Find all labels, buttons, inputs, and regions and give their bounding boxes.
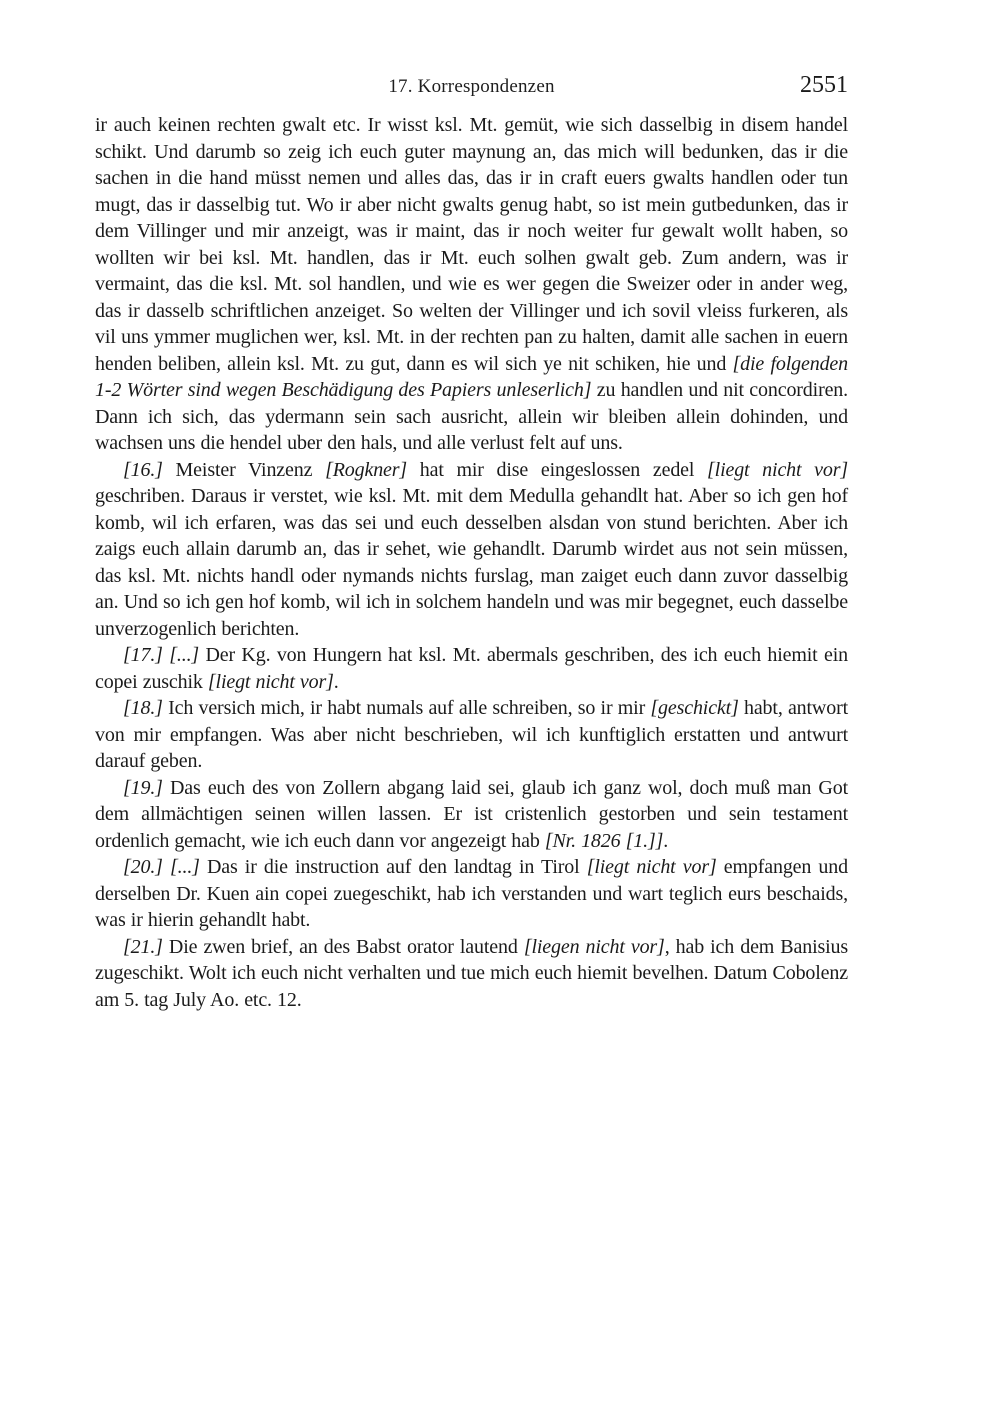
- editorial-note: [16.]: [123, 458, 163, 481]
- text-run: Der Kg. von Hungern hat ksl. Mt. abermals geschriben, des ich euch hiemit ein copei zuschik: [95, 644, 848, 693]
- paragraph: [95, 642, 848, 695]
- running-title: 17. Korrespondenzen: [388, 76, 555, 97]
- editorial-note: [18.]: [123, 697, 163, 719]
- page-header: [95, 72, 848, 104]
- page-number: 2551: [800, 72, 848, 98]
- text-run: habt, antwort von mir empfangen. Was aber nicht beschrieben, wil ich kunftiglich erstatten und antwurt darauf geben.: [95, 697, 848, 772]
- editorial-note: [20.] [...]: [123, 856, 200, 878]
- text-run: Das euch des von Zollern abgang laid sei, glaub ich ganz wol, doch muß man Got dem allmächtigen seinen willen lassen. Er ist cristenlich gestorben und sein testament ordenlich gemacht, wie ich euch dann vor angezeigt hab: [95, 776, 848, 852]
- text-run: hat mir dise eingeslossen zedel: [407, 458, 708, 481]
- editorial-note: [19.]: [123, 776, 163, 799]
- page-body: [95, 112, 848, 1013]
- editorial-note: [17.] [...]: [123, 644, 200, 666]
- text-run: geschriben. Daraus ir verstet, wie ksl. Mt. mit dem Medulla gehandlt hat. Aber so ich gen hof komb, wil ich erfaren, was das sei und euch desselben alsdan von stund berichten. Aber ich zaigs euch allain darumb an, das ir sehet, wie gehandlt. Darumb wirdet aus not sein müssen, das ksl. Mt. nichts handl oder nymands nichts furslag, man zaiget euch dann zuvor dasselbig an. Und so ich gen hof komb, wil ich in solchem handeln und was mir begegnet, euch dasselbe unverzogenlich berichten.: [95, 485, 848, 640]
- paragraph: [95, 854, 848, 934]
- editorial-note: [liegt nicht vor]: [707, 458, 848, 481]
- text-run: .: [333, 670, 339, 693]
- editorial-note: [Rogkner]: [325, 458, 408, 481]
- text-run: Meister Vinzenz: [162, 458, 326, 481]
- text-run: Das ir die instruction auf den landtag in Tirol: [199, 856, 587, 878]
- text-run: empfangen und derselben Dr. Kuen ain copei zuegeschikt, hab ich verstanden und wart teglich eurs beschaids, was ir hierin gehandlt habt.: [95, 856, 848, 931]
- text-run: ir auch keinen rechten gwalt etc. Ir wisst ksl. Mt. gemüt, wie sich dasselbig in disem handel schikt. Und darumb so zeig ich euch guter maynung an, das mich will bedunken, das ir die sachen in die hand müsst nemen und alles das, das ir in craft euers gwalts handlen oder tun mugt, das ir dasselbig tut. Wo ir aber nicht gwalts genug habt, so ist mein gutbedunken, das ir dem Villinger und mir anzeigt, was ir maint, das ir noch weiter fur gewalt wollt haben, so wollten wir bei ksl. Mt. handlen, das ir Mt. euch solhen gwalt geb. Zum andern, was ir vermaint, das die ksl. Mt. sol handlen, und wie es wer gegen die Sweizer oder in ander weg, das ir dasselb schriftlichen anzeiget. So welten der Villinger und ich sovil vleiss furkeren, als vil uns ymmer muglichen wer, ksl. Mt. in der rechten pan zu halten, damit alle sachen in euern henden beliben, allein ksl. Mt. zu gut, dann es wil sich ye nit schiken, hie und: [95, 114, 848, 375]
- editorial-note: [liegt nicht vor]: [586, 856, 717, 878]
- editorial-note: [die folgenden 1-2 Wörter sind wegen Beschädigung des Papiers unleserlich]: [95, 352, 848, 401]
- text-run: .: [663, 829, 669, 852]
- editorial-note: [liegt nicht vor]: [207, 670, 334, 693]
- text-run: zu handlen und nit concordiren. Dann ich sich, das ydermann sein sach ausricht, allein wir bleiben allein dohinden, und wachsen uns die hendel uber den hals, und alle verlust felt auf uns.: [95, 379, 848, 454]
- editorial-note: [liegen nicht vor]: [523, 935, 665, 958]
- paragraph: [95, 695, 848, 775]
- paragraph: [95, 775, 848, 855]
- paragraph: [95, 112, 848, 457]
- editorial-note: [21.]: [123, 935, 163, 958]
- text-run: Ich versich mich, ir habt numals auf alle schreiben, so ir mir: [162, 697, 651, 719]
- text-run: Die zwen brief, an des Babst orator lautend: [162, 935, 524, 958]
- editorial-note: [Nr. 1826 [1.]]: [544, 829, 664, 852]
- text-run: , hab ich dem Banisius zugeschikt. Wolt ich euch nicht verhalten und tue mich euch hiemit bevelhen. Datum Cobolenz am 5. tag July Ao. etc. 12.: [95, 935, 848, 1011]
- editorial-note: [geschickt]: [650, 697, 739, 719]
- paragraph: [95, 457, 848, 643]
- paragraph: [95, 934, 848, 1014]
